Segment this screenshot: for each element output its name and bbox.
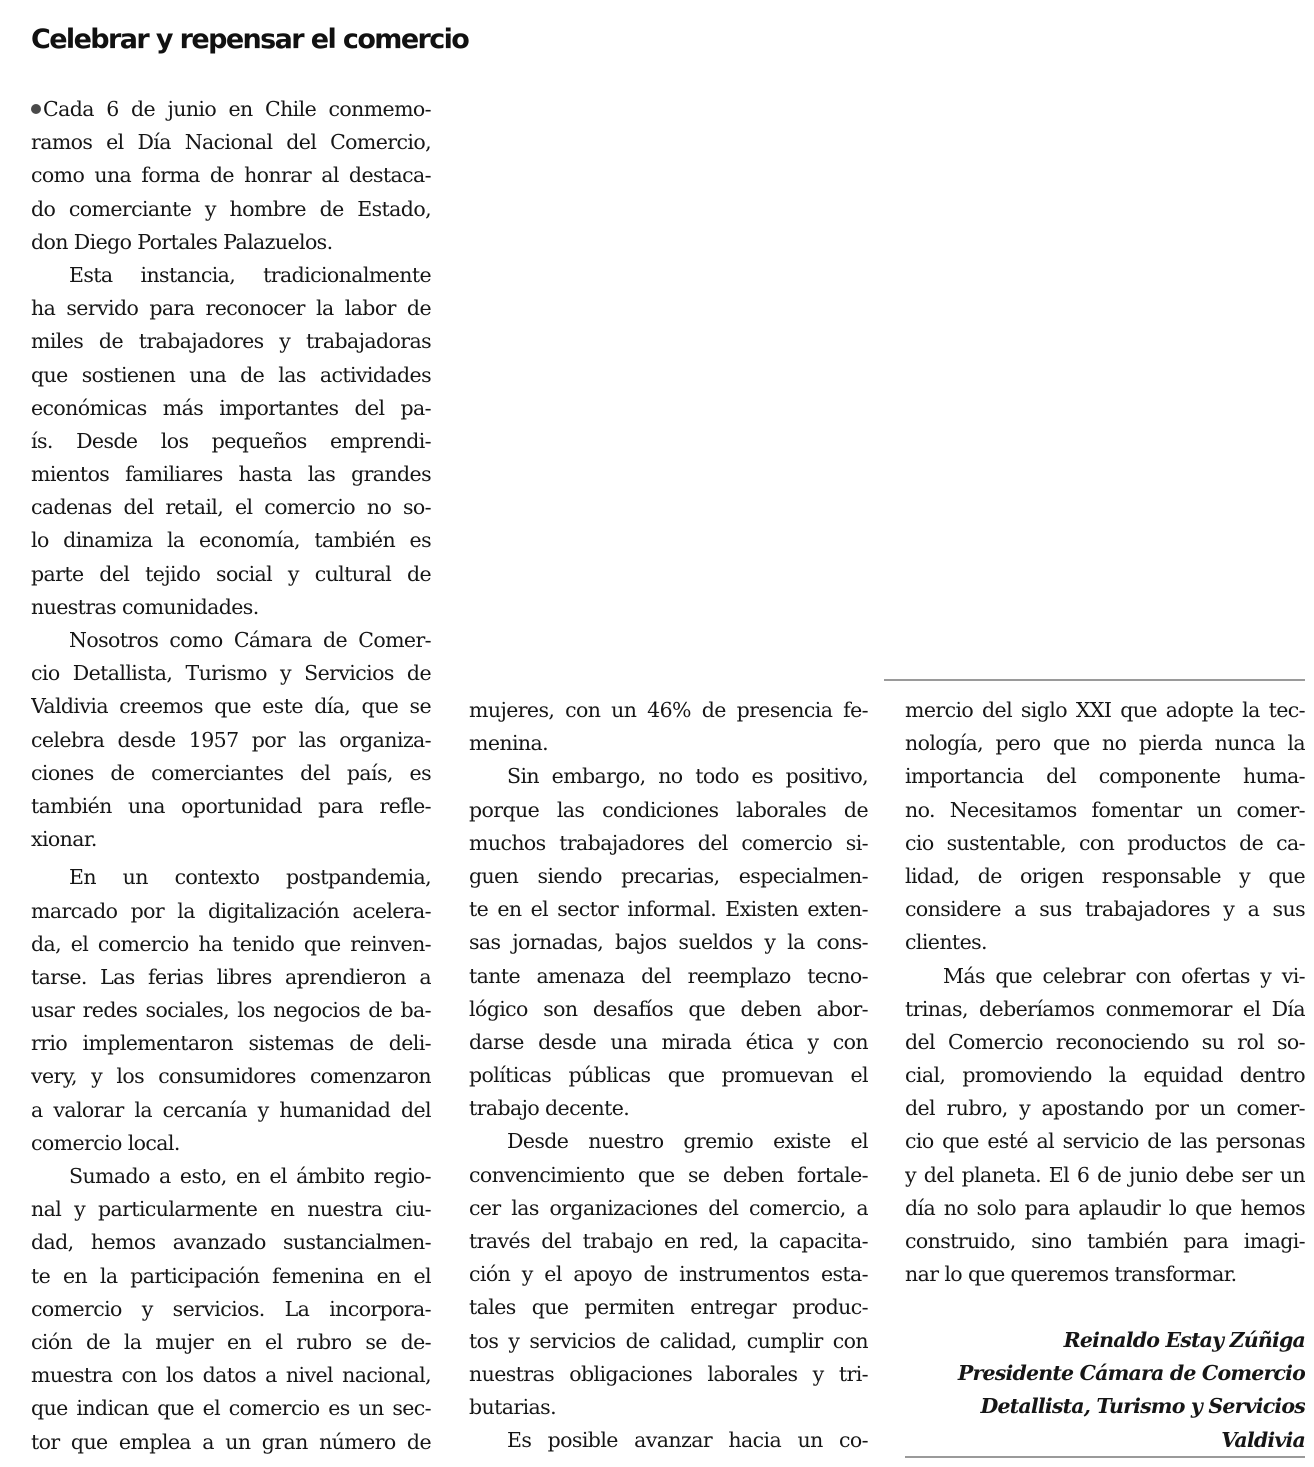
paragraph-line: que indican que el comercio es un sec-	[31, 1396, 431, 1421]
paragraph-line: usar redes sociales, los negocios de ba-	[31, 998, 431, 1023]
paragraph-line: rrio implementaron sistemas de deli-	[31, 1031, 431, 1056]
paragraph-line: muestra con los datos a nivel nacional,	[31, 1363, 431, 1388]
paragraph-line: butarias.	[469, 1394, 557, 1419]
paragraph-line: mercio del siglo XXI que adopte la tec-	[905, 698, 1305, 722]
paragraph-line: ramos el Día Nacional del Comercio,	[31, 130, 431, 155]
paragraph-line: trinas, deberíamos conmemorar el Día	[905, 996, 1305, 1021]
paragraph-line: Desde nuestro gremio existe el	[507, 1129, 868, 1154]
paragraph-line: cial, promoviendo la equidad dentro	[905, 1063, 1305, 1088]
paragraph-line: ís. Desde los pequeños emprendi-	[31, 428, 431, 453]
paragraph-line: Valdivia creemos que este día, que se	[31, 694, 431, 719]
paragraph-line: da, el comercio ha tenido que reinven-	[31, 931, 431, 956]
paragraph-line: tos y servicios de calidad, cumplir con	[469, 1328, 868, 1353]
paragraph-line: cer las organizaciones del comercio, a	[469, 1195, 868, 1220]
paragraph-line: día no solo para aplaudir lo que hemos	[905, 1195, 1305, 1220]
paragraph-line: miles de trabajadores y trabajadoras	[31, 329, 431, 354]
paragraph-line: ha servido para reconocer la labor de	[31, 296, 431, 321]
paragraph-line: través del trabajo en red, la capacita-	[469, 1229, 868, 1253]
paragraph-line: a valorar la cercanía y humanidad del	[31, 1097, 431, 1122]
paragraph-line: cio sustentable, con productos de ca-	[905, 830, 1305, 855]
paragraph-line: tante amenaza del reemplazo tecno-	[469, 963, 868, 988]
paragraph-line: sas jornadas, bajos sueldos y la cons-	[469, 930, 868, 955]
paragraph-line: convencimiento que se deben fortale-	[469, 1162, 868, 1187]
paragraph-line: comercio local.	[31, 1130, 180, 1155]
paragraph-line: trabajo decente.	[469, 1096, 630, 1121]
column-divider-top	[884, 679, 1305, 681]
paragraph-line: darse desde una mirada ética y con	[469, 1029, 868, 1054]
paragraph-line: nología, pero que no pierda nunca la	[905, 731, 1305, 756]
paragraph-line: parte del tejido social y cultural de	[31, 561, 431, 586]
paragraph-line: tor que emplea a un gran número de	[31, 1429, 431, 1454]
paragraph-line: Es posible avanzar hacia un co-	[507, 1428, 868, 1453]
paragraph-line: don Diego Portales Palazuelos.	[31, 229, 333, 254]
paragraph-line: no. Necesitamos fomentar un comer-	[905, 797, 1305, 822]
author-role: Detallista, Turismo y Servicios	[980, 1394, 1305, 1419]
paragraph-line: nuestras comunidades.	[31, 594, 259, 619]
paragraph-line: te en el sector informal. Existen exten-	[469, 897, 868, 922]
column-2	[469, 694, 868, 1457]
paragraph-line: Nosotros como Cámara de Comer-	[69, 628, 431, 652]
paragraph-line: tales que permiten entregar produc-	[469, 1295, 868, 1320]
paragraph-line: del Comercio reconociendo su rol so-	[905, 1029, 1305, 1054]
paragraph-line: te en la participación femenina en el	[31, 1263, 431, 1288]
paragraph-line: lo dinamiza la economía, también es	[31, 528, 431, 553]
paragraph-line: ción de la mujer en el rubro se de-	[31, 1329, 431, 1354]
paragraph-line: Más que celebrar con ofertas y vi-	[943, 963, 1305, 988]
paragraph-line: menina.	[469, 731, 549, 756]
paragraph-line: y del planeta. El 6 de junio debe ser un	[905, 1162, 1305, 1187]
column-1	[31, 93, 431, 1459]
paragraph-line: importancia del componente huma-	[905, 764, 1305, 789]
paragraph-line: ciones de comerciantes del país, es	[31, 760, 431, 785]
paragraph-line: mientos familiares hasta las grandes	[31, 462, 431, 487]
paragraph-line: cio que esté al servicio de las personas	[905, 1129, 1305, 1154]
paragraph-line: cio Detallista, Turismo y Servicios de	[31, 661, 431, 686]
paragraph-line: como una forma de honrar al destaca-	[31, 163, 431, 188]
paragraph-line: dad, hemos avanzado sustancialmen-	[31, 1230, 431, 1255]
paragraph-line: celebra desde 1957 por las organiza-	[31, 727, 431, 752]
paragraph-line: del rubro, y apostando por un comer-	[905, 1096, 1305, 1121]
author-role: Valdivia	[1221, 1427, 1305, 1452]
article-title: Celebrar y repensar el comercio	[31, 24, 469, 55]
paragraph-line: políticas públicas que promuevan el	[469, 1063, 868, 1088]
paragraph-line: nar lo que queremos transformar.	[905, 1262, 1237, 1287]
paragraph-line: Cada 6 de junio en Chile conmemo-	[31, 93, 431, 126]
paragraph-line: ción y el apoyo de instrumentos esta-	[469, 1262, 868, 1287]
author-role: Presidente Cámara de Comercio	[957, 1361, 1305, 1386]
paragraph-line: guen siendo precarias, especialmen-	[469, 863, 868, 888]
paragraph-line: cadenas del retail, el comercio no so-	[31, 495, 431, 520]
column-3	[905, 694, 1305, 1291]
paragraph-line: xionar.	[31, 827, 97, 852]
paragraph-line: clientes.	[905, 930, 987, 955]
column-divider-bottom	[905, 1456, 1305, 1458]
paragraph-line: Esta instancia, tradicionalmente	[69, 262, 431, 287]
paragraph-line: very, y los consumidores comenzaron	[31, 1064, 431, 1089]
paragraph-line: Sin embargo, no todo es positivo,	[507, 764, 868, 789]
paragraph-line: En un contexto postpandemia,	[69, 865, 431, 890]
paragraph-line: nal y particularmente en nuestra ciu-	[31, 1197, 431, 1222]
bullet-icon	[31, 104, 41, 114]
paragraph-line: nuestras obligaciones laborales y tri-	[469, 1361, 868, 1386]
paragraph-line: también una oportunidad para refle-	[31, 793, 431, 818]
paragraph-line: económicas más importantes del pa-	[31, 395, 431, 420]
paragraph-line: lógico son desafíos que deben abor-	[469, 996, 868, 1021]
paragraph-line: construido, sino también para imagi-	[905, 1229, 1305, 1253]
paragraph-line: tarse. Las ferias libres aprendieron a	[31, 964, 431, 989]
paragraph-line: mujeres, con un 46% de presencia fe-	[469, 698, 868, 722]
paragraph-line: Sumado a esto, en el ámbito regio-	[69, 1164, 431, 1188]
paragraph-line: do comerciante y hombre de Estado,	[31, 196, 431, 221]
paragraph-line: considere a sus trabajadores y a sus	[905, 897, 1305, 922]
paragraph-line: muchos trabajadores del comercio si-	[469, 830, 868, 855]
paragraph-line: marcado por la digitalización acelera-	[31, 898, 431, 923]
author-name: Reinaldo Estay Zúñiga	[1063, 1328, 1305, 1352]
paragraph-line: lidad, de origen responsable y que	[905, 863, 1305, 888]
paragraph-line: que sostienen una de las actividades	[31, 362, 431, 387]
author-signature	[905, 1324, 1305, 1457]
paragraph-line: porque las condiciones laborales de	[469, 797, 868, 822]
paragraph-line: comercio y servicios. La incorpora-	[31, 1296, 431, 1321]
